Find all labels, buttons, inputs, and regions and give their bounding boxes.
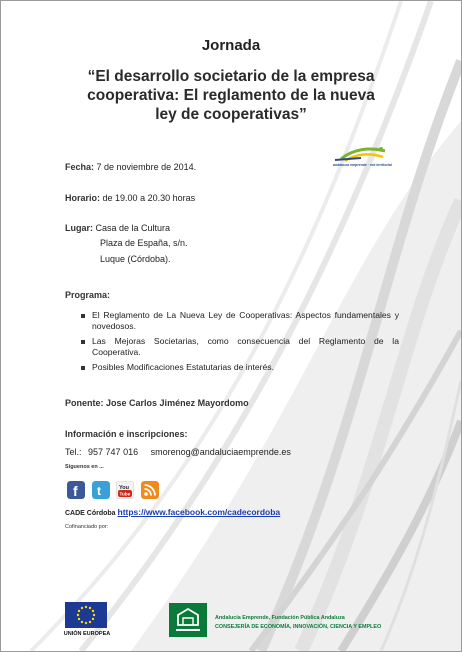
facebook-icon[interactable] (67, 481, 85, 499)
eu-flag-logo (65, 602, 107, 628)
lugar-line-2: Plaza de España, s/n. (100, 238, 188, 248)
program-item-text: Posibles Modificaciones Estatutarias de interés. (92, 362, 274, 372)
info-label: Información e inscripciones: (65, 429, 188, 439)
email-link[interactable]: smorenog@andaluciaemprende.es (150, 447, 291, 457)
bullet-icon (81, 314, 85, 318)
rss-icon[interactable] (141, 481, 159, 499)
horario-value: de 19.00 a 20.30 horas (102, 193, 196, 203)
lugar-label: Lugar: (65, 223, 93, 233)
andalucia-emprende-wordmark: andalucía emprende · red territorial (333, 163, 392, 167)
cade-facebook-link[interactable]: https://www.facebook.com/cadecordoba (117, 507, 281, 517)
junta-andalucia-logo (169, 603, 207, 637)
event-kicker: Jornada (201, 37, 261, 54)
fecha-label: Fecha: (65, 162, 95, 172)
bullet-icon (81, 366, 85, 370)
bullet-icon (81, 340, 85, 344)
fundacion-line: Andalucía Emprende, Fundación Pública Andaluza (215, 615, 345, 621)
horario-row (65, 193, 195, 203)
twitter-icon[interactable] (92, 481, 110, 499)
lugar-row (65, 223, 170, 233)
program-item (81, 362, 399, 373)
program-item-text: El Reglamento de La Nueva Ley de Cooperativas: Aspectos fundamentales y novedosos. (92, 310, 399, 331)
follow-us-label: Síguenos en ... (65, 464, 104, 470)
tel-label: Tel.: (65, 447, 82, 457)
svg-text:You: You (119, 485, 129, 491)
contact-row (65, 447, 291, 457)
consejeria-line: CONSEJERÍA DE ECONOMÍA, INNOVACIÓN, CIENCIA Y EMPLEO (215, 624, 382, 630)
svg-text:t: t (97, 484, 101, 498)
speaker-value: Jose Carlos Jiménez Mayordomo (106, 398, 249, 408)
cade-row (65, 507, 280, 517)
cade-label: CADE Córdoba (65, 510, 116, 517)
cofinanciado-label: Cofinanciado por: (65, 524, 109, 530)
horario-label: Horario: (65, 193, 101, 203)
tel-value[interactable]: 957 747 016 (88, 447, 139, 457)
title-line-1: “El desarrollo societario de la empresa (87, 68, 375, 85)
program-item (81, 336, 399, 358)
fecha-value: 7 de noviembre de 2014. (96, 162, 197, 172)
svg-text:Tube: Tube (119, 491, 131, 497)
speaker-row (65, 398, 249, 408)
lugar-line-3: Luque (Córdoba). (100, 254, 171, 264)
svg-text:f: f (73, 483, 78, 499)
eu-caption: UNIÓN EUROPEA (63, 631, 111, 637)
program-item (81, 310, 399, 332)
title-line-2: cooperativa: El reglamento de la nueva (87, 87, 375, 104)
program-list (81, 310, 399, 377)
program-item-text: Las Mejoras Societarias, como consecuencia del Reglamento de la Cooperativa. (92, 336, 399, 357)
title-line-3: ley de cooperativas” (155, 106, 307, 123)
speaker-label: Ponente: (65, 398, 104, 408)
fecha-row (65, 162, 196, 172)
program-label: Programa: (65, 290, 111, 300)
youtube-icon[interactable] (116, 481, 134, 499)
lugar-line-1: Casa de la Cultura (95, 223, 171, 233)
event-title (41, 67, 421, 124)
